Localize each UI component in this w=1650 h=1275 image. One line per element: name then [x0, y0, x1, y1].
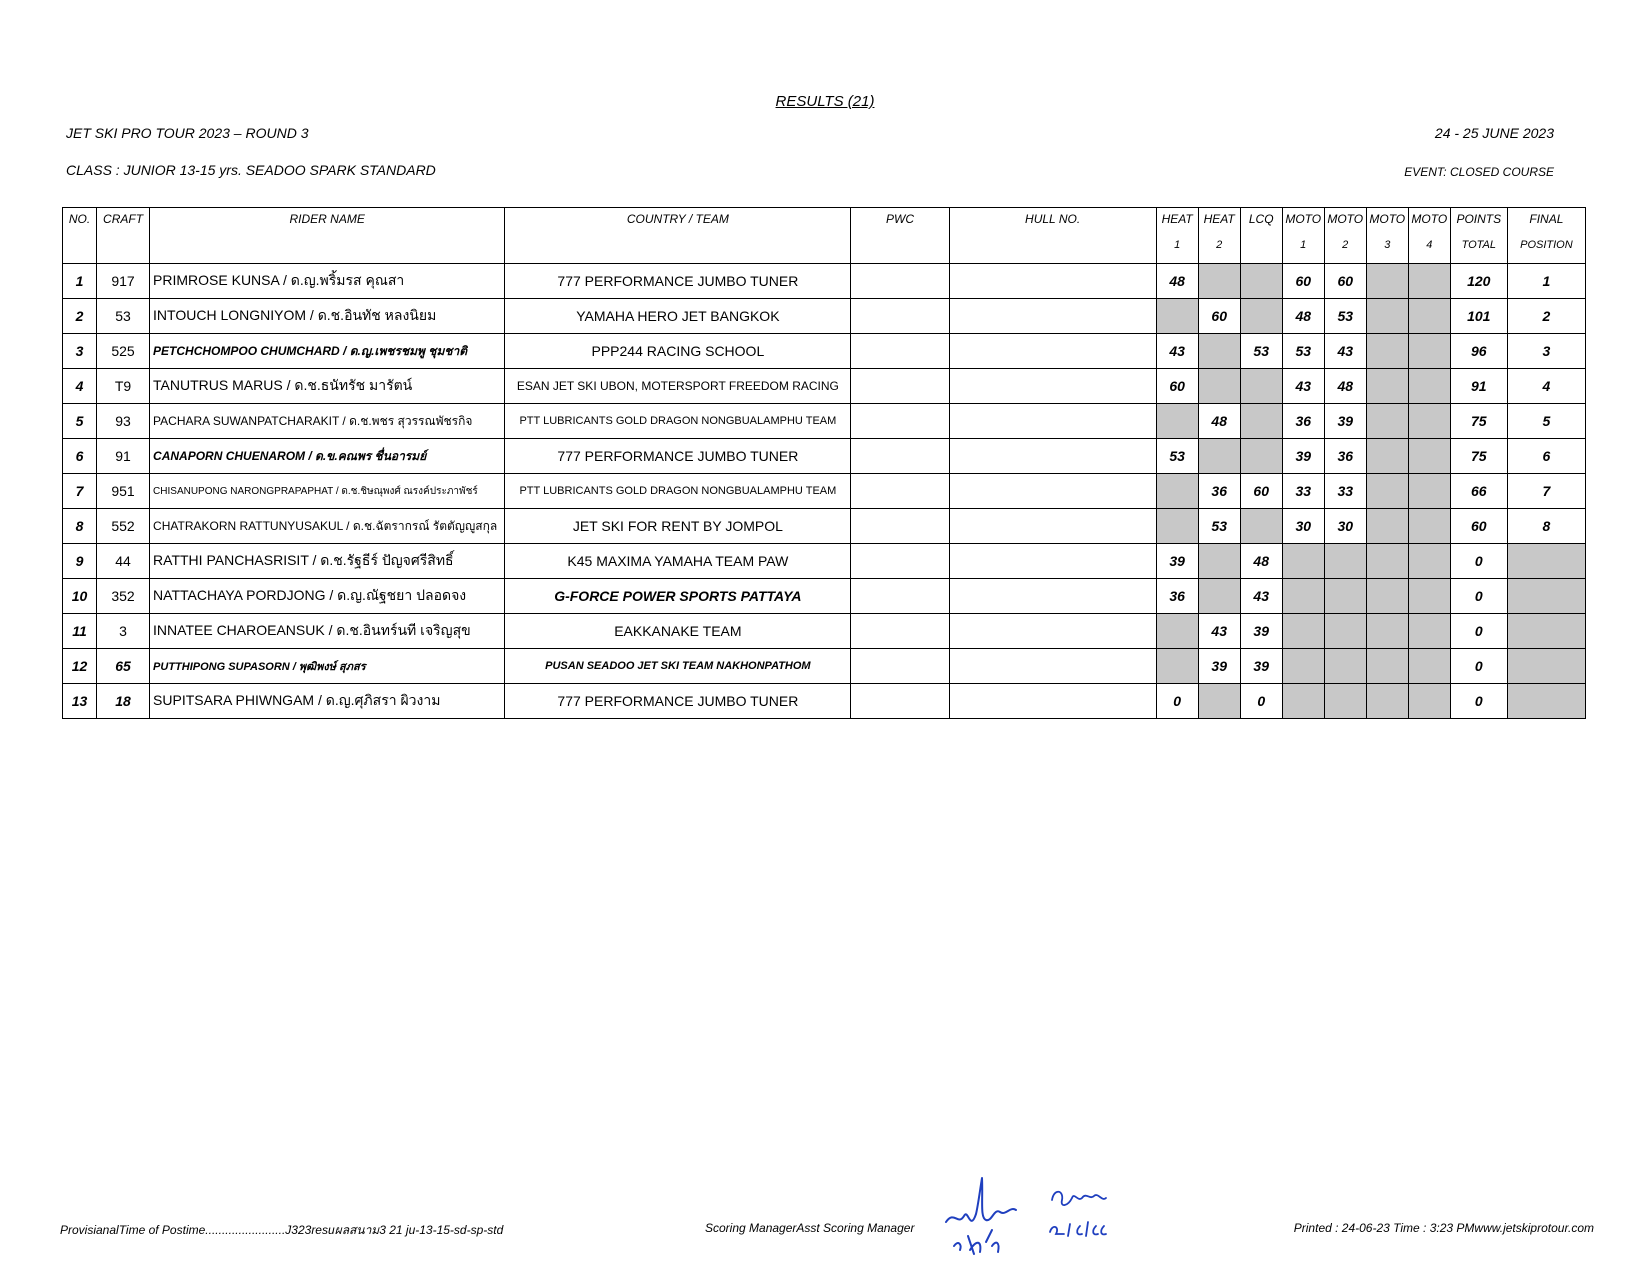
column-header: [1408, 208, 1450, 264]
craft-number: 65: [97, 649, 150, 684]
footer-scoring-manager: Scoring ManagerAsst Scoring Manager: [705, 1221, 915, 1235]
final-score: 4: [1507, 369, 1585, 404]
hull-number: [949, 334, 1156, 369]
column-header-label: CRAFT: [103, 212, 144, 226]
heat1-score: 60: [1156, 369, 1198, 404]
column-header: [1282, 208, 1324, 264]
moto2-score: 36: [1324, 439, 1366, 474]
craft-number: 53: [97, 299, 150, 334]
row-number: 6: [63, 439, 97, 474]
row-number: 5: [63, 404, 97, 439]
column-header-sublabel: 1: [1174, 239, 1181, 251]
column-header-label: MOTO: [1285, 212, 1322, 226]
pwc-cell: [851, 334, 949, 369]
moto1-score: [1282, 649, 1324, 684]
final-score: 7: [1507, 474, 1585, 509]
moto3-score: [1366, 614, 1408, 649]
column-header: [1366, 208, 1408, 264]
pwc-cell: [851, 439, 949, 474]
moto2-score: 53: [1324, 299, 1366, 334]
final-score: [1507, 649, 1585, 684]
column-header: [150, 208, 505, 264]
craft-number: 18: [97, 684, 150, 719]
header-row: [63, 208, 1586, 264]
total-score: 0: [1450, 684, 1507, 719]
moto2-score: [1324, 684, 1366, 719]
moto4-score: [1408, 334, 1450, 369]
lcq-score: [1240, 404, 1282, 439]
event-type: EVENT: CLOSED COURSE: [1404, 165, 1554, 179]
moto1-score: [1282, 544, 1324, 579]
moto3-score: [1366, 649, 1408, 684]
moto3-score: [1366, 264, 1408, 299]
table-row: [63, 474, 1586, 509]
moto2-score: 39: [1324, 404, 1366, 439]
final-score: [1507, 579, 1585, 614]
lcq-score: [1240, 439, 1282, 474]
hull-number: [949, 474, 1156, 509]
heat1-score: 36: [1156, 579, 1198, 614]
column-header-label: HEAT: [1161, 212, 1193, 226]
moto2-score: [1324, 579, 1366, 614]
column-header: [505, 208, 851, 264]
rider-name: RATTHI PANCHASRISIT / ด.ช.รัฐธีร์ ปัญจศรีสิทธิ์: [150, 544, 505, 579]
hull-number: [949, 544, 1156, 579]
hull-number: [949, 369, 1156, 404]
heat2-score: 36: [1198, 474, 1240, 509]
heat1-score: [1156, 299, 1198, 334]
table-row: [63, 404, 1586, 439]
heat2-score: [1198, 544, 1240, 579]
total-score: 75: [1450, 439, 1507, 474]
moto3-score: [1366, 334, 1408, 369]
total-score: 60: [1450, 509, 1507, 544]
craft-number: 3: [97, 614, 150, 649]
moto4-score: [1408, 264, 1450, 299]
moto4-score: [1408, 684, 1450, 719]
moto1-score: 60: [1282, 264, 1324, 299]
heat2-score: [1198, 684, 1240, 719]
heat1-score: 43: [1156, 334, 1198, 369]
heat1-score: 0: [1156, 684, 1198, 719]
team-name: YAMAHA HERO JET BANGKOK: [505, 299, 851, 334]
moto2-score: [1324, 614, 1366, 649]
moto3-score: [1366, 684, 1408, 719]
column-header-label: HEAT: [1203, 212, 1235, 226]
hull-number: [949, 614, 1156, 649]
craft-number: 951: [97, 474, 150, 509]
moto2-score: 30: [1324, 509, 1366, 544]
total-score: 0: [1450, 614, 1507, 649]
rider-name: SUPITSARA PHIWNGAM / ด.ญ.ศุภิสรา ผิวงาม: [150, 684, 505, 719]
signature-2-image: [1050, 1192, 1106, 1236]
moto2-score: [1324, 544, 1366, 579]
lcq-score: [1240, 264, 1282, 299]
heat2-score: [1198, 264, 1240, 299]
pwc-cell: [851, 649, 949, 684]
moto4-score: [1408, 614, 1450, 649]
table-row: [63, 649, 1586, 684]
pwc-cell: [851, 579, 949, 614]
column-header-label: PWC: [886, 212, 915, 226]
class-name: CLASS : JUNIOR 13-15 yrs. SEADOO SPARK STANDARD: [66, 162, 436, 178]
column-header-sublabel: 3: [1384, 239, 1391, 251]
row-number: 4: [63, 369, 97, 404]
lcq-score: 48: [1240, 544, 1282, 579]
row-number: 1: [63, 264, 97, 299]
hull-number: [949, 684, 1156, 719]
column-header-label: COUNTRY / TEAM: [626, 212, 729, 226]
row-number: 8: [63, 509, 97, 544]
table-row: [63, 369, 1586, 404]
signature-1-image: [946, 1178, 1016, 1254]
moto4-score: [1408, 369, 1450, 404]
hull-number: [949, 264, 1156, 299]
team-name: ESAN JET SKI UBON, MOTERSPORT FREEDOM RACING: [505, 369, 851, 404]
column-header: [1507, 208, 1585, 264]
heat1-score: 53: [1156, 439, 1198, 474]
moto4-score: [1408, 404, 1450, 439]
column-header-label: LCQ: [1248, 212, 1274, 226]
pwc-cell: [851, 474, 949, 509]
moto4-score: [1408, 649, 1450, 684]
moto2-score: 33: [1324, 474, 1366, 509]
moto2-score: 48: [1324, 369, 1366, 404]
rider-name: PRIMROSE KUNSA / ด.ญ.พริ้มรส คุณสา: [150, 264, 505, 299]
moto4-score: [1408, 579, 1450, 614]
column-header-sublabel: POSITION: [1520, 239, 1573, 251]
table-row: [63, 439, 1586, 474]
rider-name: INNATEE CHAROEANSUK / ด.ช.อินทร์นที เจริญสุข: [150, 614, 505, 649]
event-name: JET SKI PRO TOUR 2023 – ROUND 3: [66, 125, 309, 141]
moto3-score: [1366, 439, 1408, 474]
team-name: PTT LUBRICANTS GOLD DRAGON NONGBUALAMPHU TEAM: [505, 404, 851, 439]
moto4-score: [1408, 439, 1450, 474]
moto1-score: 53: [1282, 334, 1324, 369]
column-header-sublabel: 1: [1300, 239, 1307, 251]
team-name: 777 PERFORMANCE JUMBO TUNER: [505, 264, 851, 299]
hull-number: [949, 439, 1156, 474]
heat1-score: 48: [1156, 264, 1198, 299]
table-row: [63, 264, 1586, 299]
table-row: [63, 579, 1586, 614]
rider-name: TANUTRUS MARUS / ด.ช.ธนัทรัช มารัตน์: [150, 369, 505, 404]
column-header: [949, 208, 1156, 264]
heat2-score: 48: [1198, 404, 1240, 439]
pwc-cell: [851, 614, 949, 649]
column-header-label: HULL NO.: [1025, 212, 1081, 226]
hull-number: [949, 299, 1156, 334]
rider-name: CANAPORN CHUENAROM / ด.ข.คณพร ชื่นอารมย์: [150, 439, 505, 474]
heat1-score: [1156, 509, 1198, 544]
pwc-cell: [851, 264, 949, 299]
team-name: G-FORCE POWER SPORTS PATTAYA: [505, 579, 851, 614]
row-number: 3: [63, 334, 97, 369]
column-header: [851, 208, 949, 264]
signature-block: [940, 1170, 1140, 1260]
column-header-label: FINAL: [1529, 212, 1564, 226]
heat2-score: [1198, 579, 1240, 614]
row-number: 12: [63, 649, 97, 684]
rider-name: CHATRAKORN RATTUNYUSAKUL / ด.ช.ฉัตรากรณ์ รัตตัญญูสกุล: [150, 509, 505, 544]
column-header: [1198, 208, 1240, 264]
moto3-score: [1366, 509, 1408, 544]
moto2-score: 60: [1324, 264, 1366, 299]
team-name: PPP244 RACING SCHOOL: [505, 334, 851, 369]
moto2-score: [1324, 649, 1366, 684]
lcq-score: 0: [1240, 684, 1282, 719]
pwc-cell: [851, 369, 949, 404]
total-score: 75: [1450, 404, 1507, 439]
hull-number: [949, 649, 1156, 684]
footer-printed-info: Printed : 24-06-23 Time : 3:23 PMwww.jetskiprotour.com: [1293, 1221, 1594, 1235]
results-table: [62, 207, 1586, 719]
pwc-cell: [851, 684, 949, 719]
heat1-score: [1156, 649, 1198, 684]
column-header-label: NO.: [68, 212, 91, 226]
heat2-score: 60: [1198, 299, 1240, 334]
rider-name: CHISANUPONG NARONGPRAPAPHAT / ด.ช.ชิษณุพงศ์ ณรงค์ประภาพัชร์: [150, 474, 505, 509]
row-number: 7: [63, 474, 97, 509]
heat1-score: 39: [1156, 544, 1198, 579]
heat2-score: [1198, 334, 1240, 369]
column-header-sublabel: TOTAL: [1461, 239, 1497, 251]
total-score: 0: [1450, 579, 1507, 614]
team-name: JET SKI FOR RENT BY JOMPOL: [505, 509, 851, 544]
team-name: 777 PERFORMANCE JUMBO TUNER: [505, 684, 851, 719]
total-score: 96: [1450, 334, 1507, 369]
table-row: [63, 544, 1586, 579]
moto3-score: [1366, 474, 1408, 509]
column-header-label: MOTO: [1327, 212, 1364, 226]
table-row: [63, 334, 1586, 369]
craft-number: 44: [97, 544, 150, 579]
rider-name: PETCHCHOMPOO CHUMCHARD / ด.ญ.เพชรชมพู ชุมชาติ: [150, 334, 505, 369]
lcq-score: 39: [1240, 649, 1282, 684]
moto3-score: [1366, 299, 1408, 334]
moto1-score: [1282, 579, 1324, 614]
lcq-score: 43: [1240, 579, 1282, 614]
hull-number: [949, 579, 1156, 614]
table-row: [63, 299, 1586, 334]
moto4-score: [1408, 509, 1450, 544]
final-score: [1507, 684, 1585, 719]
rider-name: PUTTHIPONG SUPASORN / พุฒิพงษ์ สุภสร: [150, 649, 505, 684]
moto1-score: [1282, 684, 1324, 719]
moto4-score: [1408, 474, 1450, 509]
team-name: 777 PERFORMANCE JUMBO TUNER: [505, 439, 851, 474]
column-header: [1450, 208, 1507, 264]
total-score: 120: [1450, 264, 1507, 299]
event-date: 24 - 25 JUNE 2023: [1434, 125, 1554, 141]
moto1-score: 39: [1282, 439, 1324, 474]
document-title: RESULTS (21): [775, 93, 875, 110]
column-header-label: RIDER NAME: [289, 212, 365, 226]
lcq-score: [1240, 299, 1282, 334]
final-score: 3: [1507, 334, 1585, 369]
total-score: 101: [1450, 299, 1507, 334]
column-header-label: POINTS: [1456, 212, 1502, 226]
final-score: 6: [1507, 439, 1585, 474]
table-row: [63, 614, 1586, 649]
moto1-score: 43: [1282, 369, 1324, 404]
moto3-score: [1366, 579, 1408, 614]
moto1-score: 30: [1282, 509, 1324, 544]
row-number: 11: [63, 614, 97, 649]
pwc-cell: [851, 404, 949, 439]
craft-number: 93: [97, 404, 150, 439]
column-header: [1156, 208, 1198, 264]
total-score: 0: [1450, 649, 1507, 684]
heat2-score: 39: [1198, 649, 1240, 684]
moto1-score: 48: [1282, 299, 1324, 334]
lcq-score: 53: [1240, 334, 1282, 369]
column-header: [1240, 208, 1282, 264]
team-name: PUSAN SEADOO JET SKI TEAM NAKHONPATHOM: [505, 649, 851, 684]
column-header: [63, 208, 97, 264]
column-header-sublabel: 2: [1216, 239, 1223, 251]
final-score: [1507, 544, 1585, 579]
moto4-score: [1408, 544, 1450, 579]
table-row: [63, 684, 1586, 719]
team-name: PTT LUBRICANTS GOLD DRAGON NONGBUALAMPHU TEAM: [505, 474, 851, 509]
craft-number: T9: [97, 369, 150, 404]
column-header-sublabel: 4: [1426, 239, 1433, 251]
row-number: 13: [63, 684, 97, 719]
column-header: [1324, 208, 1366, 264]
heat2-score: [1198, 369, 1240, 404]
lcq-score: 60: [1240, 474, 1282, 509]
craft-number: 552: [97, 509, 150, 544]
column-header: [97, 208, 150, 264]
craft-number: 525: [97, 334, 150, 369]
row-number: 10: [63, 579, 97, 614]
craft-number: 352: [97, 579, 150, 614]
row-number: 9: [63, 544, 97, 579]
total-score: 91: [1450, 369, 1507, 404]
heat1-score: [1156, 404, 1198, 439]
final-score: 5: [1507, 404, 1585, 439]
lcq-score: [1240, 509, 1282, 544]
moto1-score: 33: [1282, 474, 1324, 509]
total-score: 0: [1450, 544, 1507, 579]
total-score: 66: [1450, 474, 1507, 509]
heat2-score: 53: [1198, 509, 1240, 544]
moto1-score: [1282, 614, 1324, 649]
final-score: 8: [1507, 509, 1585, 544]
footer-file-info: ProvisianalTime of Postime........................J323resuผลสนาม3 21 ju-13-15-sd-sp-std: [60, 1223, 504, 1237]
heat2-score: [1198, 439, 1240, 474]
final-score: 2: [1507, 299, 1585, 334]
pwc-cell: [851, 299, 949, 334]
column-header-label: MOTO: [1369, 212, 1406, 226]
rider-name: PACHARA SUWANPATCHARAKIT / ด.ช.พชร สุวรรณพัชรกิจ: [150, 404, 505, 439]
pwc-cell: [851, 544, 949, 579]
moto3-score: [1366, 369, 1408, 404]
table-row: [63, 509, 1586, 544]
row-number: 2: [63, 299, 97, 334]
heat1-score: [1156, 614, 1198, 649]
final-score: [1507, 614, 1585, 649]
results-body: [63, 264, 1586, 719]
rider-name: NATTACHAYA PORDJONG / ด.ญ.ณัฐชยา ปลอดจง: [150, 579, 505, 614]
final-score: 1: [1507, 264, 1585, 299]
craft-number: 917: [97, 264, 150, 299]
moto3-score: [1366, 544, 1408, 579]
lcq-score: 39: [1240, 614, 1282, 649]
lcq-score: [1240, 369, 1282, 404]
hull-number: [949, 404, 1156, 439]
heat1-score: [1156, 474, 1198, 509]
moto3-score: [1366, 404, 1408, 439]
team-name: EAKKANAKE TEAM: [505, 614, 851, 649]
moto1-score: 36: [1282, 404, 1324, 439]
moto2-score: 43: [1324, 334, 1366, 369]
craft-number: 91: [97, 439, 150, 474]
hull-number: [949, 509, 1156, 544]
pwc-cell: [851, 509, 949, 544]
heat2-score: 43: [1198, 614, 1240, 649]
team-name: K45 MAXIMA YAMAHA TEAM PAW: [505, 544, 851, 579]
column-header-sublabel: 2: [1342, 239, 1349, 251]
column-header-label: MOTO: [1411, 212, 1448, 226]
rider-name: INTOUCH LONGNIYOM / ด.ช.อินทัช หลงนิยม: [150, 299, 505, 334]
moto4-score: [1408, 299, 1450, 334]
